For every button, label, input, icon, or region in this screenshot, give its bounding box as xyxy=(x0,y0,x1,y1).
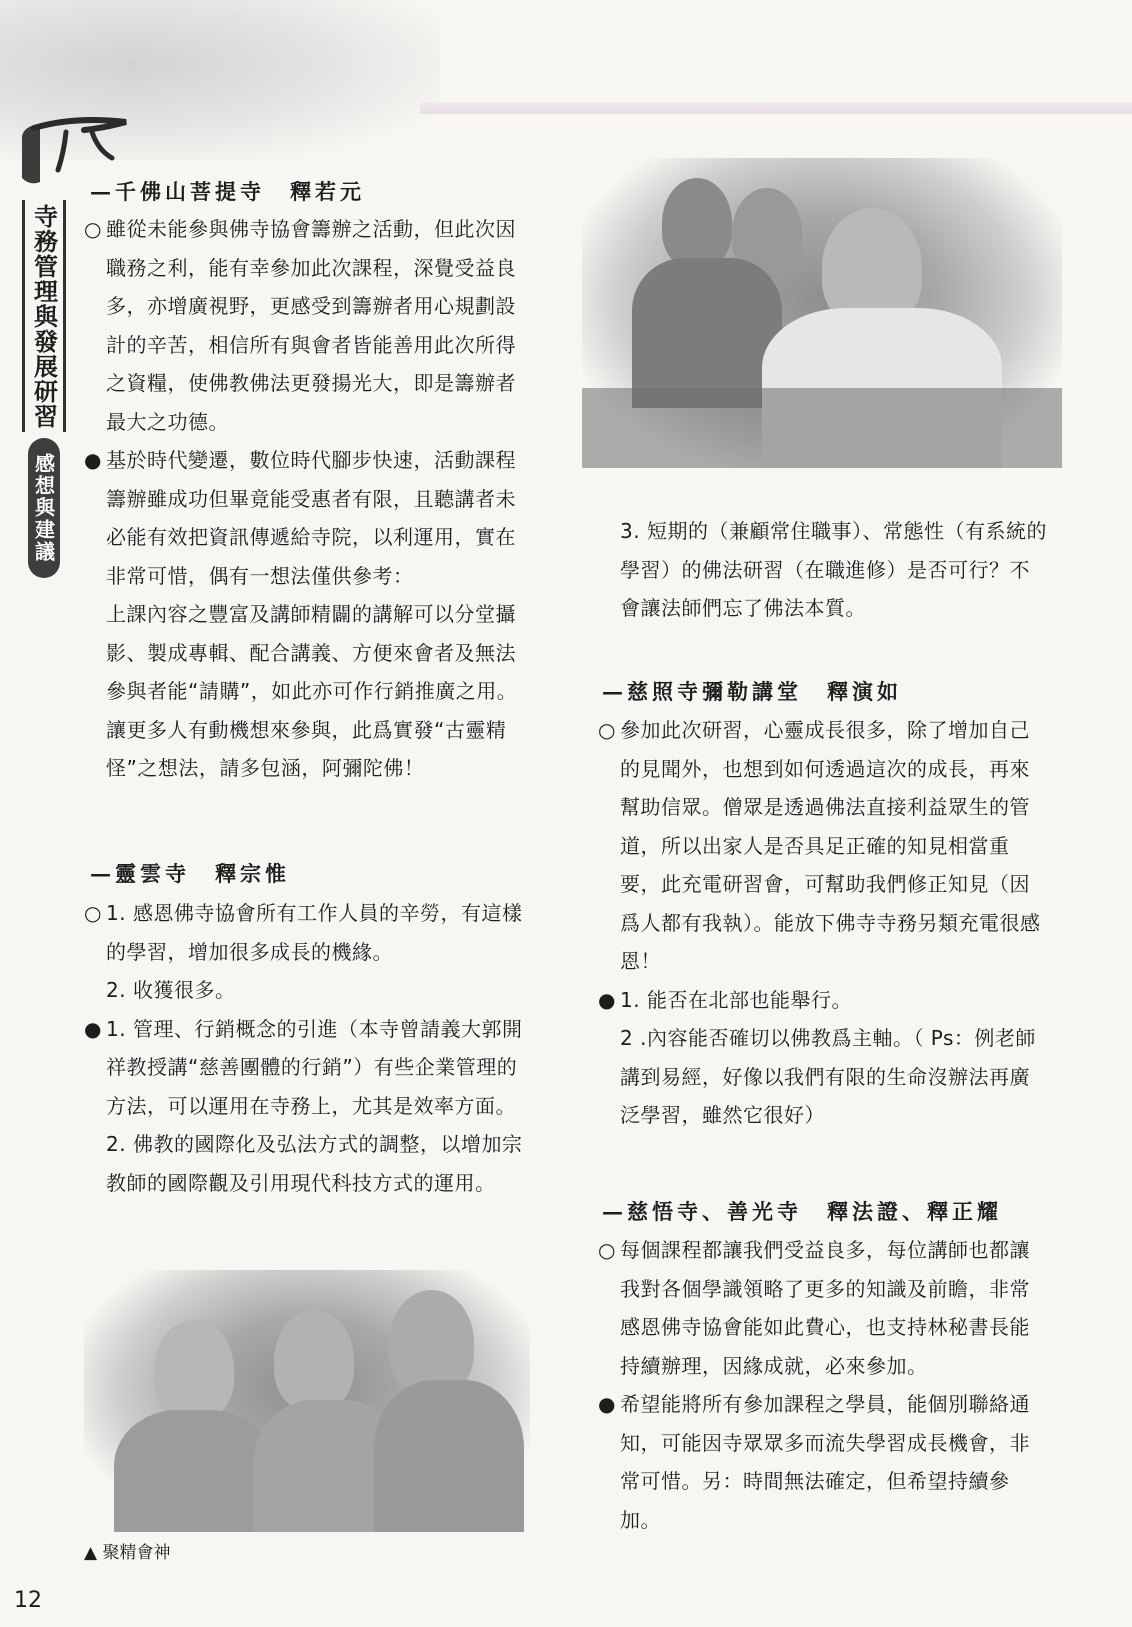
paragraph: 2. 佛教的國際化及弘法方式的調整，以增加宗教師的國際觀及引用現代科技方式的運用。 xyxy=(106,1132,523,1195)
paragraph: 3. 短期的（兼顧常住職事）、常態性（有系統的學習）的佛法研習（在職進修）是否可行？不會讓法師們忘了佛法本質。 xyxy=(620,519,1047,620)
section-2-body xyxy=(106,894,536,1202)
photo-participants xyxy=(582,158,1062,468)
photo-caption: ▲ 聚精會神 xyxy=(84,1543,171,1563)
paragraph: 2. 收獲很多。 xyxy=(106,978,236,1002)
page-number: 12 xyxy=(14,1588,42,1613)
sidebar-title: 寺務管理與發展研習 xyxy=(22,200,66,432)
paragraph: 2 .內容能否確切以佛教爲主軸。（ Ps：例老師講到易經，好像以我們有限的生命沒辦法再廣泛學習，雖然它很好） xyxy=(620,1026,1036,1127)
section-4-body xyxy=(620,1231,1050,1539)
section-2-continued xyxy=(620,512,1050,628)
section-heading-3: —慈照寺彌勒講堂 釋演如 xyxy=(602,679,902,704)
paragraph: ● 1. 管理、行銷概念的引進（本寺曾請義大郭開祥教授講“慈善團體的行銷”）有些企業管理的方法，可以運用在寺務上，尤其是效率方面。 xyxy=(106,1010,536,1126)
sidebar-subtitle-badge: 感想與建議 xyxy=(28,438,60,578)
photo-monks-seated xyxy=(84,1270,530,1532)
paragraph: ○ 每個課程都讓我們受益良多，每位講師也都讓我對各個學識領略了更多的知識及前瞻，非常感恩佛寺協會能如此費心，也支持林秘書長能持續辦理，因緣成就，必來參加。 xyxy=(620,1231,1050,1385)
paragraph: ● 希望能將所有參加課程之學員，能個別聯絡通知，可能因寺眾眾多而流失學習成長機會，非常可惜。另：時間無法確定，但希望持續參加。 xyxy=(620,1385,1050,1539)
paragraph: ● 基於時代變遷，數位時代腳步快速，活動課程籌辦雖成功但畢竟能受惠者有限，且聽講者未必能有效把資訊傳遞給寺院，以利運用，實在非常可惜，偶有一想法僅供參考： xyxy=(106,441,536,595)
paragraph: 上課內容之豐富及講師精闢的講解可以分堂攝影、製成專輯、配合講義、方便來會者及無法參與者能“請購”，如此亦可作行銷推廣之用。讓更多人有動機想來參與，此爲實發“古靈精怪”之想法，請多包涵，阿彌陀佛！ xyxy=(106,602,518,780)
paragraph: ○ 雖從未能參與佛寺協會籌辦之活動，但此次因職務之利，能有幸參加此次課程，深覺受益良多，亦增廣視野，更感受到籌辦者用心規劃設計的辛苦，相信所有與會者皆能善用此次所得之資糧，使佛教佛法更發揚光大，即是籌辦者最大之功德。 xyxy=(106,210,536,441)
header-stripe xyxy=(420,102,1132,114)
section-3-body xyxy=(620,711,1050,1135)
section-heading-1: —千佛山菩提寺 釋若元 xyxy=(90,179,365,204)
section-1-body xyxy=(106,210,536,788)
section-heading-2: —靈雲寺 釋宗惟 xyxy=(90,861,290,886)
sidebar xyxy=(22,200,66,580)
section-heading-4: —慈悟寺、善光寺 釋法證、釋正耀 xyxy=(602,1199,1002,1224)
paragraph: ○ 參加此次研習，心靈成長很多，除了增加自己的見聞外，也想到如何透過這次的成長，再來幫助信眾。僧眾是透過佛法直接利益眾生的管道，所以出家人是否具足正確的知見相當重要，此充電研習會，可幫助我們修正知見（因爲人都有我執）。能放下佛寺寺務另類充電很感恩！ xyxy=(620,711,1050,981)
paragraph: ● 1. 能否在北部也能舉行。 xyxy=(620,981,1050,1020)
paragraph: ○ 1. 感恩佛寺協會所有工作人員的辛勞，有這樣的學習，增加很多成長的機緣。 xyxy=(106,894,536,971)
